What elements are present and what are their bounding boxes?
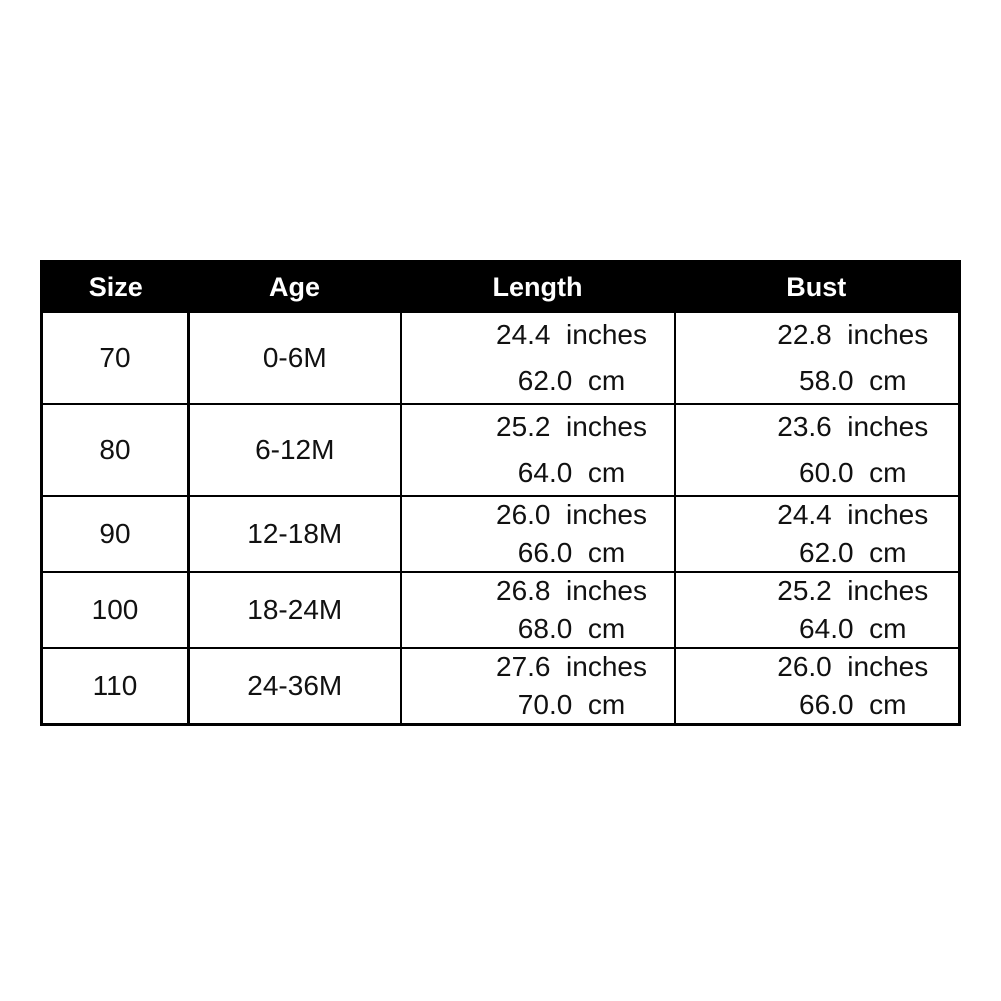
age-cell: 18-24M bbox=[189, 572, 401, 648]
size-chart-table bbox=[40, 260, 961, 726]
bust-cell bbox=[675, 572, 960, 648]
bust-cell bbox=[675, 648, 960, 725]
table-row bbox=[42, 648, 960, 725]
header-row bbox=[42, 262, 960, 313]
bust-cell bbox=[675, 312, 960, 404]
header-size: Size bbox=[42, 262, 189, 313]
length-inches: 26.8 inches bbox=[496, 575, 647, 606]
table-row bbox=[42, 404, 960, 496]
bust-cell bbox=[675, 404, 960, 496]
size-cell: 70 bbox=[42, 312, 189, 404]
length-cell bbox=[401, 572, 675, 648]
length-cell bbox=[401, 404, 675, 496]
table-row bbox=[42, 572, 960, 648]
length-inches: 25.2 inches bbox=[496, 411, 647, 442]
length-cm: 66.0 cm bbox=[517, 537, 626, 568]
bust-cm: 66.0 cm bbox=[799, 689, 907, 720]
size-cell: 80 bbox=[42, 404, 189, 496]
bust-inches: 25.2 inches bbox=[777, 575, 929, 606]
age-cell: 0-6M bbox=[189, 312, 401, 404]
table-row bbox=[42, 312, 960, 404]
table-row bbox=[42, 496, 960, 572]
bust-cm: 62.0 cm bbox=[799, 537, 907, 568]
age-cell: 24-36M bbox=[189, 648, 401, 725]
age-cell: 6-12M bbox=[189, 404, 401, 496]
bust-cm: 58.0 cm bbox=[799, 365, 907, 396]
age-cell: 12-18M bbox=[189, 496, 401, 572]
length-cell bbox=[401, 648, 675, 725]
size-cell: 90 bbox=[42, 496, 189, 572]
size-cell: 100 bbox=[42, 572, 189, 648]
size-cell: 110 bbox=[42, 648, 189, 725]
length-cm: 62.0 cm bbox=[517, 365, 626, 396]
bust-cm: 64.0 cm bbox=[799, 613, 907, 644]
bust-inches: 24.4 inches bbox=[777, 499, 929, 530]
length-inches: 27.6 inches bbox=[496, 651, 647, 682]
header-age: Age bbox=[189, 262, 401, 313]
length-inches: 24.4 inches bbox=[496, 319, 647, 350]
bust-inches: 22.8 inches bbox=[777, 319, 929, 350]
bust-inches: 26.0 inches bbox=[777, 651, 929, 682]
length-inches: 26.0 inches bbox=[496, 499, 647, 530]
length-cm: 64.0 cm bbox=[517, 457, 626, 488]
length-cell bbox=[401, 496, 675, 572]
length-cell bbox=[401, 312, 675, 404]
bust-inches: 23.6 inches bbox=[777, 411, 929, 442]
bust-cell bbox=[675, 496, 960, 572]
bust-cm: 60.0 cm bbox=[799, 457, 907, 488]
header-bust: Bust bbox=[675, 262, 960, 313]
length-cm: 70.0 cm bbox=[517, 689, 626, 720]
header-length: Length bbox=[401, 262, 675, 313]
length-cm: 68.0 cm bbox=[517, 613, 626, 644]
